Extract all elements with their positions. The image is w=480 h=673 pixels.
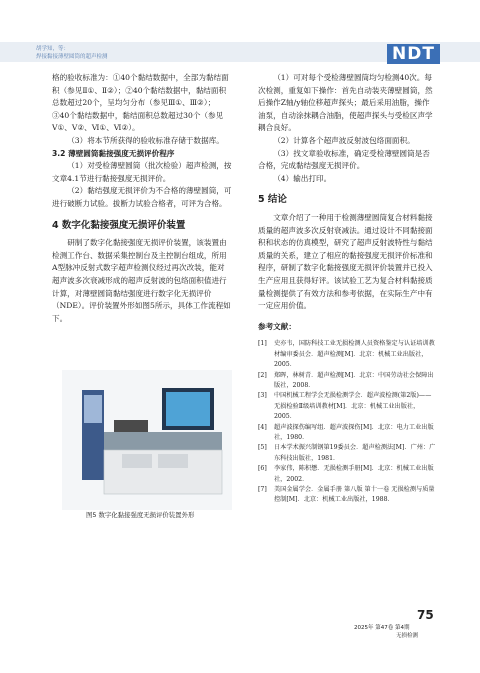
figure-caption: 图5 数字化黏接强度无损评价装置外形 <box>86 511 195 519</box>
reference-item: [7] 美国金属学会．金属手册 第八版 第十一卷 无损检测与质量控制[M]．北京：机械工业出版社，1988． <box>258 485 435 504</box>
section-heading-4: 4 数字化黏接强度无损评价装置 <box>52 219 186 231</box>
section-heading-5: 5 结论 <box>258 194 287 206</box>
reference-item: [4] 超声波探伤编写组．超声波探伤[M]．北京：电力工业出版社，1980． <box>258 423 434 441</box>
page-number: 75 <box>417 608 434 622</box>
reference-item: [5] 日本学术振兴制钢第19委员会．超声检测法[M]．广州：广东科技出版社，1981． <box>258 444 436 462</box>
paragraph: 研制了数字化黏接强度无损评价装置，该装置由检测工作台、数据采集控制台及主控制台组成，所用A型脉冲反射式数字超声检测仪经过再次改装，能对超声波多次衰减形成的超声反射波的包络面积值进行计算，对薄壁圆筒黏结强度进行数字化无损评价（NDE）。评价装置外形如图5所示，具体工作流程如下。 <box>52 238 231 323</box>
reference-item: [6] 李家伟，陈积懋．无损检测手册[M]．北京：机械工业出版社，2002． <box>258 465 434 483</box>
paragraph: （2）计算各个超声波反射波包络面面积。 <box>273 135 415 145</box>
left-column <box>52 72 232 325</box>
journal-logo <box>387 44 443 64</box>
paragraph: （3）将本节所获得的验收标准存储于数据库。 <box>67 135 224 145</box>
section-heading-3-2: 3.2 薄壁圆筒黏接强度无损评价程序 <box>52 148 175 158</box>
paragraph: （2）黏结强度无损评价为不合格的薄壁圆筒，可进行破断力试验。拔断力试验合格者，可评为合格。 <box>52 186 232 208</box>
paragraph: （3）找文章验收标准，确定受检薄壁圆筒是否合格，完成黏结强度无损评价。 <box>258 148 430 171</box>
paragraph: 格的验收标准为：①40个黏结数据中，全部为黏结面积（参见Ⅱ①、Ⅱ②）；②40个黏结数据中，黏结面积总数超过20个，呈均匀分布（参见Ⅲ①、Ⅲ②）；③40个黏结数据中，黏结面积总数超过30个（参见Ⅴ①、Ⅴ②、Ⅵ①、Ⅵ②）。 <box>52 73 229 133</box>
page-header <box>0 0 480 78</box>
journal-name: 无损检测 <box>396 633 419 639</box>
issue-info: 2025年 第47卷 第4期 <box>354 625 410 631</box>
paragraph: 文章介绍了一种用于检测薄壁圆筒复合材料黏接质量的超声波多次反射衰减法。通过设计不同黏接面积和状态的仿真模型，研究了超声反射波特性与黏结质量的关系，建立了相应的黏接强度无损评价标准和程序，研制了数字化黏接强度无损评价装置并已投入生产应用且获得好评。该试验工艺为复合材料黏接质量检测提供了有效方法和参考依据，在实际生产中有一定应用价值。 <box>258 212 433 311</box>
right-column <box>258 72 436 506</box>
references-heading: 参考文献： <box>258 321 296 331</box>
reference-item: [2] 郑晖，林树青．超声检测[M]．北京：中国劳动社会保障出版社，2008． <box>258 371 434 389</box>
reference-item: [1] 史亦韦，国防科技工业无损检测人员资格鉴定与认证培训教材编审委员会．超声检测[M]．北京：机械工业出版社，2005． <box>258 340 435 369</box>
figure-5-device-image <box>62 370 232 510</box>
paragraph: （4）输出打印。 <box>273 173 332 183</box>
reference-item: [3] 中国机械工程学会无损检测学会．超声波检测(第2版)——无损检验Ⅱ级培训教材[M]．北京：机械工业出版社，2005． <box>258 392 432 421</box>
header-author: 胡学知，等： <box>36 46 70 52</box>
paragraph: （1）对受检薄壁圆筒（批次检验）超声检测，按文章4.1节进行黏接强度无损评价。 <box>52 161 232 183</box>
header-title: 焊接黏接薄壁圆筒的超声检测 <box>36 54 108 60</box>
logo-text: NDT <box>387 44 440 64</box>
paragraph: （1）可对每个受检薄壁圆筒均匀检测40次。每次检测，重复如下操作：首先自动装夹薄壁圆筒，然后操作Z轴/y轴位移超声探头；最后采用油脂，操作油泵，自动涂抹耦合油脂，使超声探头与受检区声学耦合良好。 <box>258 73 433 133</box>
reference-list <box>258 339 436 506</box>
